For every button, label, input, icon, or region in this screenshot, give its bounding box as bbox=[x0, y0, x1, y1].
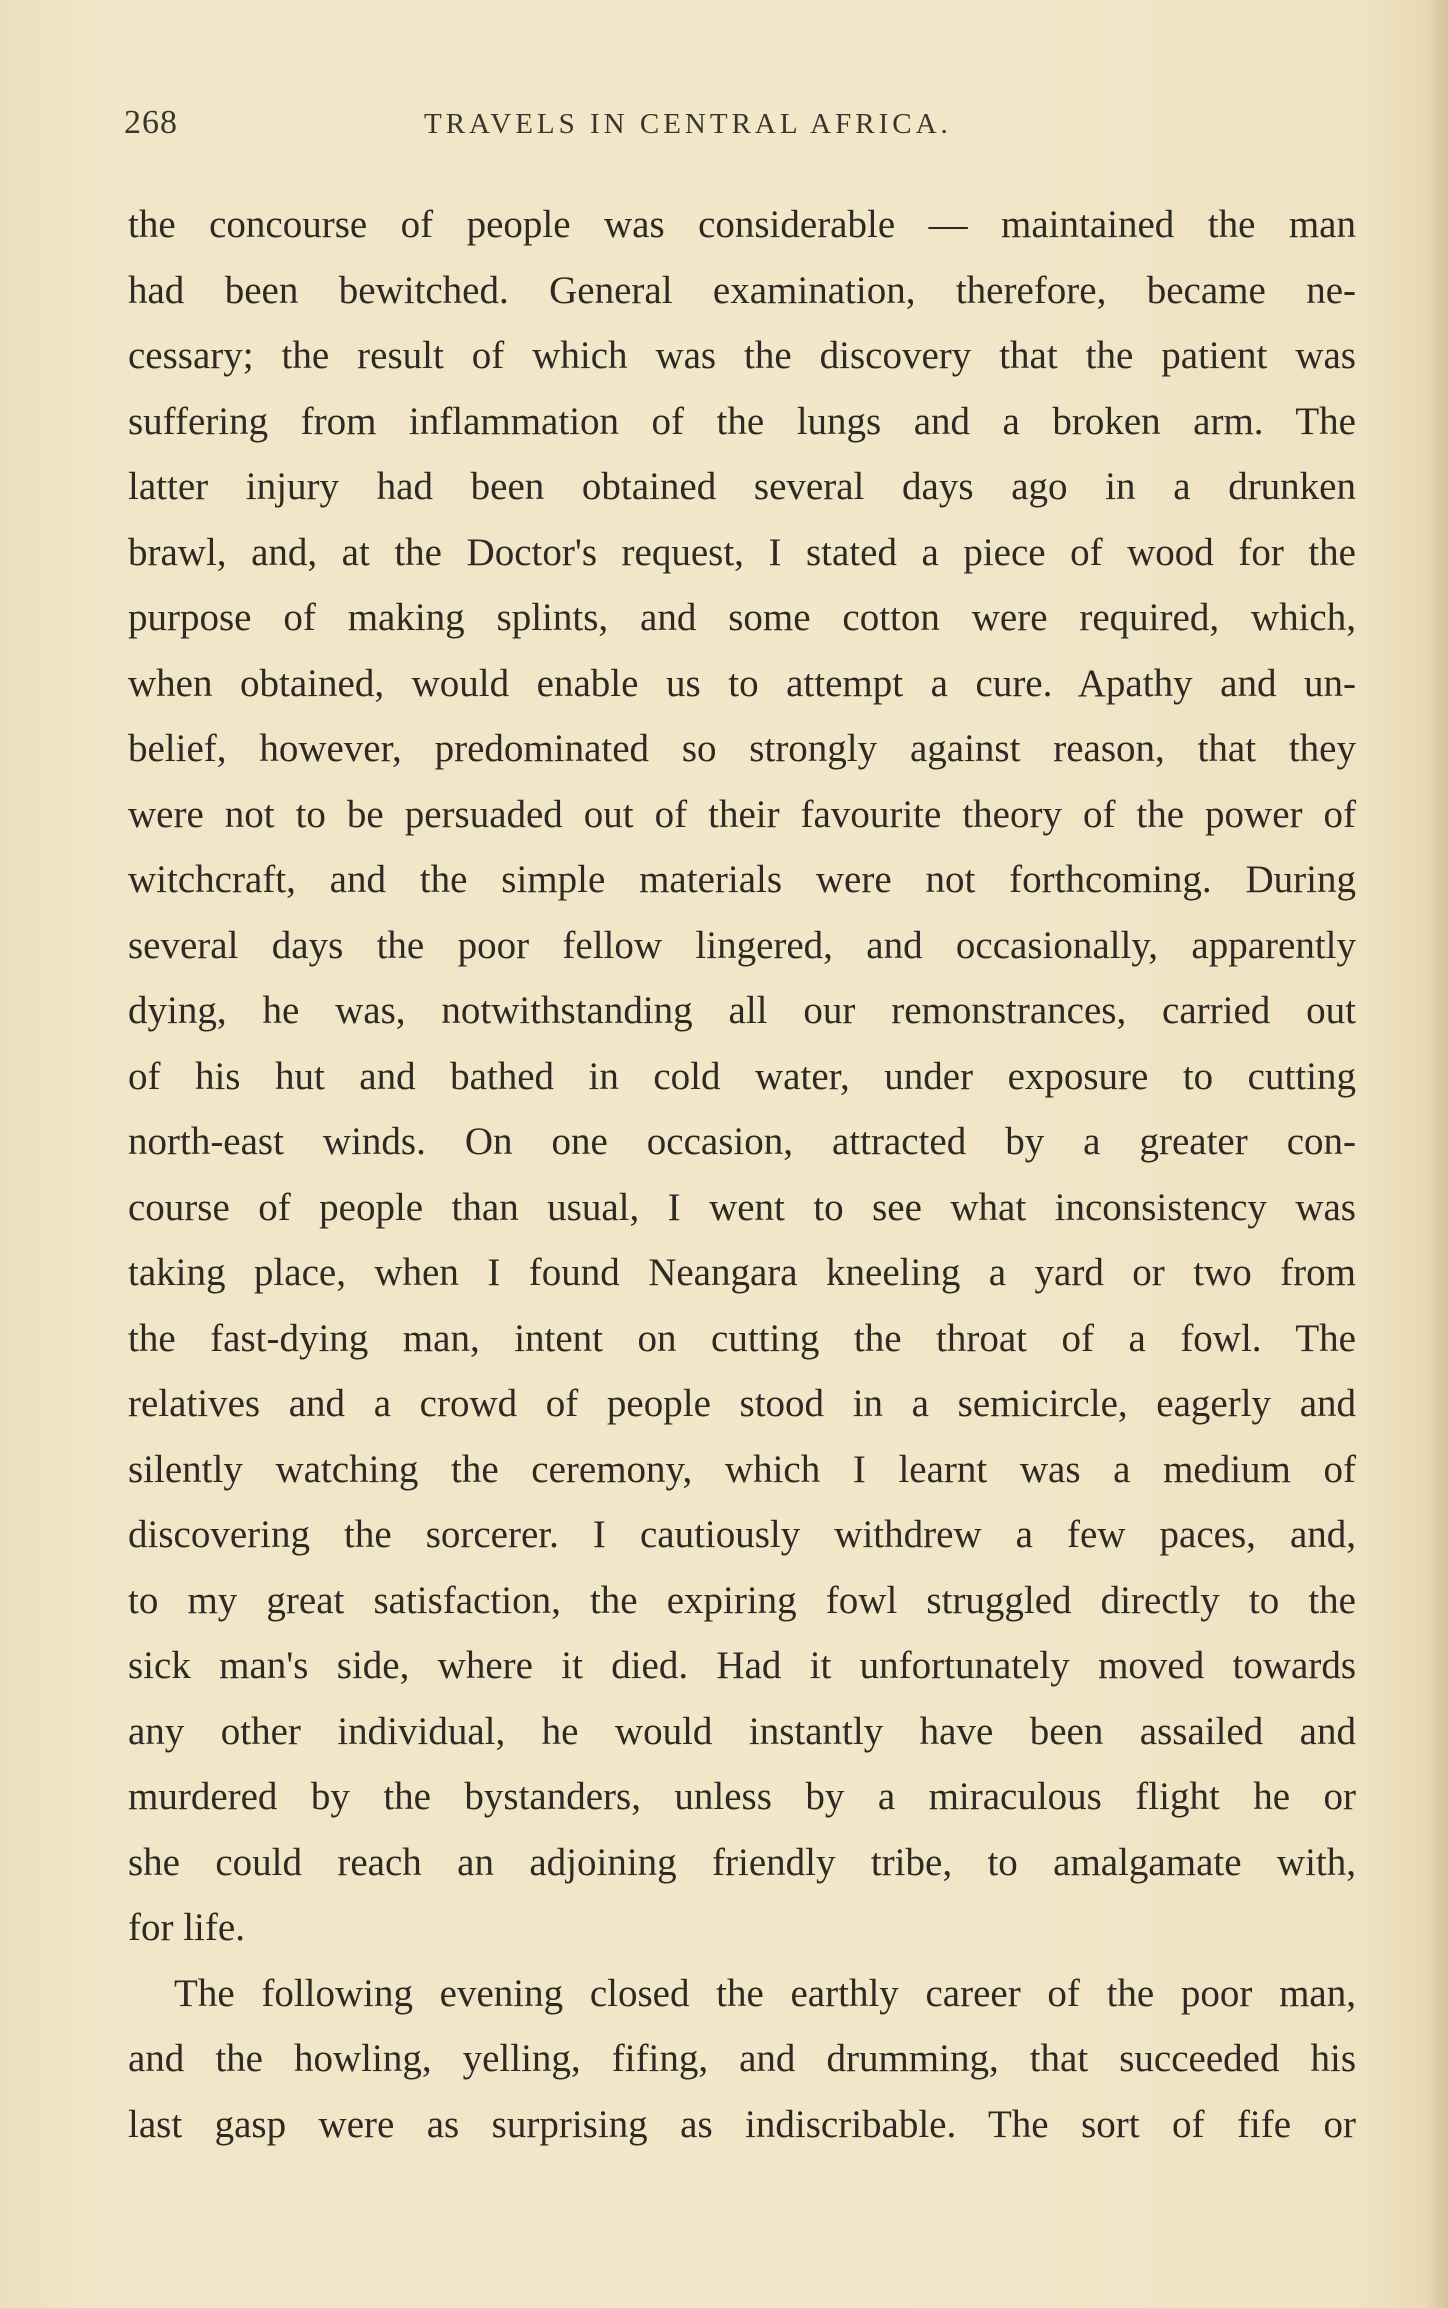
page-edge-shadow bbox=[1426, 0, 1448, 2308]
page-header bbox=[124, 100, 1356, 160]
text-line: The following evening closed the earthly career of the poor man, bbox=[174, 1971, 1356, 2015]
text-line: brawl, and, at the Doctor's request, I stated a piece of wood for the bbox=[128, 530, 1356, 574]
text-line: of his hut and bathed in cold water, under exposure to cutting bbox=[128, 1054, 1356, 1098]
text-line: belief, however, predominated so strongly against reason, that they bbox=[128, 727, 1356, 770]
text-line: the fast-dying man, intent on cutting the throat of a fowl. The bbox=[128, 1316, 1356, 1360]
text-line: for life. bbox=[128, 1906, 245, 1949]
paragraph bbox=[128, 192, 1356, 1961]
text-line: she could reach an adjoining friendly tribe, to amalgamate with, bbox=[128, 1840, 1356, 1884]
text-line: and the howling, yelling, fifing, and drumming, that succeeded his bbox=[128, 2037, 1356, 2080]
text-line: course of people than usual, I went to see what inconsistency was bbox=[128, 1185, 1356, 1229]
body-text bbox=[128, 192, 1356, 2157]
running-title: TRAVELS IN CENTRAL AFRICA. bbox=[424, 108, 952, 140]
text-line: to my great satisfaction, the expiring fowl struggled directly to the bbox=[128, 1578, 1356, 1622]
text-line: witchcraft, and the simple materials were not forthcoming. During bbox=[128, 858, 1356, 901]
text-line: silently watching the ceremony, which I learnt was a medium of bbox=[128, 1447, 1356, 1491]
text-line: sick man's side, where it died. Had it unfortunately moved towards bbox=[128, 1644, 1356, 1687]
text-line: taking place, when I found Neangara kneeling a yard or two from bbox=[128, 1251, 1356, 1294]
text-line: discovering the sorcerer. I cautiously withdrew a few paces, and, bbox=[128, 1513, 1356, 1556]
text-line: purpose of making splints, and some cotton were required, which, bbox=[128, 596, 1356, 639]
text-line: north-east winds. On one occasion, attracted by a greater con- bbox=[128, 1120, 1356, 1163]
text-line: any other individual, he would instantly have been assailed and bbox=[128, 1709, 1356, 1753]
text-line: cessary; the result of which was the discovery that the patient was bbox=[128, 334, 1356, 377]
text-line: had been bewitched. General examination, therefore, became ne- bbox=[128, 268, 1356, 312]
text-line: several days the poor fellow lingered, and occasionally, apparently bbox=[128, 923, 1356, 967]
text-line: the concourse of people was considerable — maintained the man bbox=[128, 203, 1356, 246]
page-number: 268 bbox=[124, 104, 178, 141]
text-line: dying, he was, notwithstanding all our remonstrances, carried out bbox=[128, 989, 1356, 1032]
paragraph bbox=[128, 1961, 1356, 2158]
text-line: murdered by the bystanders, unless by a miraculous flight he or bbox=[128, 1775, 1356, 1818]
text-line: latter injury had been obtained several days ago in a drunken bbox=[128, 465, 1356, 508]
text-line: relatives and a crowd of people stood in a semicircle, eagerly and bbox=[128, 1382, 1356, 1425]
text-line: were not to be persuaded out of their favourite theory of the power of bbox=[128, 792, 1356, 836]
text-line: suffering from inflammation of the lungs and a broken arm. The bbox=[128, 399, 1356, 443]
text-line: last gasp were as surprising as indiscribable. The sort of fife or bbox=[128, 2102, 1356, 2146]
text-line: when obtained, would enable us to attempt a cure. Apathy and un- bbox=[128, 661, 1356, 705]
